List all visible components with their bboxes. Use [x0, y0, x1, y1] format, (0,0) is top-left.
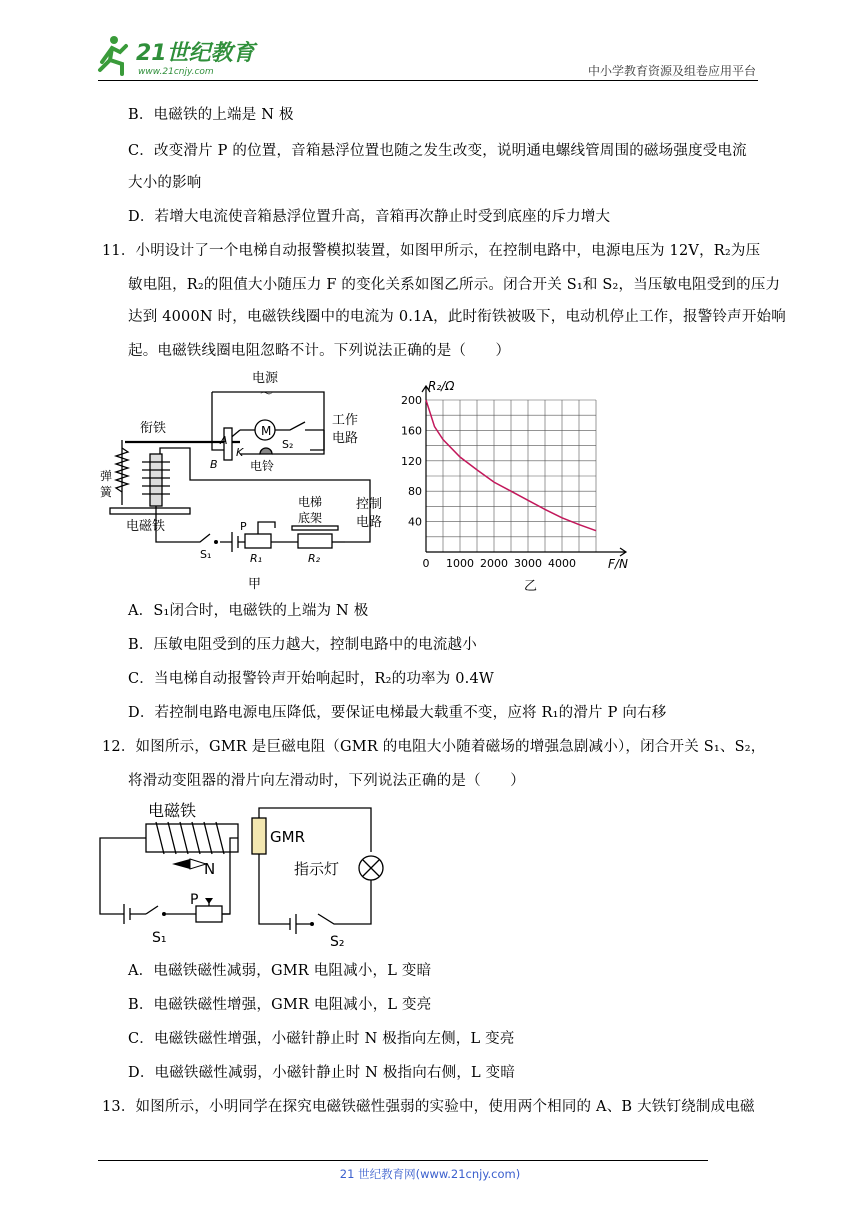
chart-y-tick-label: 120 — [401, 454, 422, 468]
question-11-line1: 11．小明设计了一个电梯自动报警模拟装置，如图甲所示，在控制电路中，电源电压为 12V，R₂为压 — [102, 243, 761, 259]
logo-url: www.21cnjy.com — [138, 67, 214, 77]
footer-divider — [98, 1160, 708, 1161]
question-13-line1: 13．如图所示，小明同学在探究电磁铁磁性强弱的实验中，使用两个相同的 A、B 大铁钉绕制成电磁 — [102, 1099, 755, 1115]
chart-x-tick-label: 2000 — [480, 557, 508, 570]
question-11-line4: 起。电磁铁线圈电阻忽略不计。下列说法正确的是（ ） — [128, 343, 511, 359]
work-circuit-label-1: 工作 — [332, 413, 359, 428]
option-12a: A．电磁铁磁性减弱，GMR 电阻减小，L 变暗 — [128, 963, 432, 979]
question-12-line2: 将滑动变阻器的滑片向左滑动时，下列说法正确的是（ ） — [128, 773, 525, 789]
s1-label: S₁ — [200, 548, 212, 561]
option-10c-cont: 大小的影响 — [128, 175, 202, 191]
fig12-lamp-label: 指示灯 — [294, 860, 340, 878]
fig12-s1-label: S₁ — [152, 930, 167, 946]
chart-ylabel: R₂/Ω — [428, 379, 455, 393]
option-11b: B．压敏电阻受到的压力越大，控制电路中的电流越小 — [128, 637, 477, 653]
option-11a: A．S₁闭合时，电磁铁的上端为 N 极 — [128, 603, 369, 619]
work-circuit-label-2: 电路 — [332, 431, 359, 446]
option-11d: D．若控制电路电源电压降低，要保证电梯最大载重不变，应将 R₁的滑片 P 向右移 — [128, 705, 667, 721]
chart-caption: 乙 — [524, 579, 538, 594]
question-11-line3: 达到 4000N 时，电磁铁线圈中的电流为 0.1A，此时衔铁被吸下，电动机停止工作，报警铃声开始响 — [128, 309, 786, 325]
fig12-p-label: P — [190, 892, 199, 908]
question-12-line1: 12．如图所示，GMR 是巨磁电阻（GMR 的电阻大小随着磁场的增强急剧减小），闭合开关 S₁、S₂， — [102, 739, 766, 755]
fig12-n-label: N — [204, 860, 216, 878]
option-12c: C．电磁铁磁性增强，小磁针静止时 N 极指向左侧，L 变亮 — [128, 1031, 515, 1047]
contact-a: A — [220, 434, 228, 447]
fig12-gmr-label: GMR — [270, 828, 305, 846]
chart-x-tick-label: 4000 — [548, 557, 576, 570]
r2-label: R₂ — [308, 552, 321, 565]
contact-k: K — [236, 446, 244, 459]
option-12b: B．电磁铁磁性增强，GMR 电阻减小，L 变亮 — [128, 997, 432, 1013]
chart-x-tick-label: 3000 — [514, 557, 542, 570]
fig12-s2-label: S₂ — [330, 934, 345, 950]
site-logo — [92, 32, 262, 80]
chart-ticks — [401, 394, 576, 570]
chart-x-tick-label: 1000 — [446, 557, 474, 570]
s2-label: S₂ — [282, 438, 294, 451]
spring-label-1: 弹 — [100, 469, 113, 483]
chart-y-tick-label: 160 — [401, 424, 422, 438]
option-10c: C．改变滑片 P 的位置，音箱悬浮位置也随之发生改变，说明通电螺线管周围的磁场强度受电流 — [128, 143, 747, 159]
power-label: 电源 — [252, 371, 279, 386]
contact-b: B — [210, 458, 218, 471]
spring-label-2: 簧 — [100, 485, 113, 499]
electromagnet-label: 电磁铁 — [126, 519, 166, 534]
chart-y-tick-label: 80 — [408, 485, 422, 499]
figure-12 — [96, 796, 386, 956]
motor-symbol: M — [261, 424, 272, 438]
elevator-label-2: 底架 — [298, 511, 323, 525]
option-10b: B．电磁铁的上端是 N 极 — [128, 107, 294, 123]
chart-x-tick-label: 0 — [422, 557, 430, 570]
r1-label: R₁ — [250, 552, 263, 565]
control-circuit-label-1: 控制 — [356, 497, 383, 512]
option-11c: C．当电梯自动报警铃声开始响起时，R₂的功率为 0.4W — [128, 671, 494, 687]
ac-symbol: ～ — [260, 387, 274, 402]
header-divider — [98, 80, 758, 81]
figure-jia — [100, 370, 400, 595]
fig12-electromagnet-label: 电磁铁 — [148, 801, 197, 820]
header-platform-text: 中小学教育资源及组卷应用平台 — [587, 64, 756, 78]
bell-label: 电铃 — [250, 459, 275, 473]
runner-icon — [100, 36, 126, 74]
chart-y-tick-label: 200 — [401, 394, 422, 407]
question-11-line2: 敏电阻，R₂的阻值大小随压力 F 的变化关系如图乙所示。闭合开关 S₁和 S₂，当压敏电阻受到的压力 — [128, 277, 781, 293]
option-10d: D．若增大电流使音箱悬浮位置升高，音箱再次静止时受到底座的斥力增大 — [128, 209, 611, 225]
chart-yi — [398, 372, 648, 594]
caption-jia: 甲 — [248, 577, 262, 592]
elevator-label-1: 电梯 — [298, 495, 323, 509]
armature-label: 衔铁 — [140, 421, 167, 436]
footer-text: 21 世纪教育网(www.21cnjy.com) — [339, 1167, 521, 1181]
control-circuit-label-2: 电路 — [356, 515, 383, 530]
chart-y-tick-label: 40 — [408, 515, 422, 529]
logo-text: 21世纪教育 — [136, 41, 255, 66]
slider-p-label: P — [240, 520, 247, 533]
chart-xlabel: F/N — [608, 557, 628, 571]
option-12d: D．电磁铁磁性减弱，小磁针静止时 N 极指向右侧，L 变暗 — [128, 1065, 516, 1081]
chart-grid — [426, 400, 596, 552]
